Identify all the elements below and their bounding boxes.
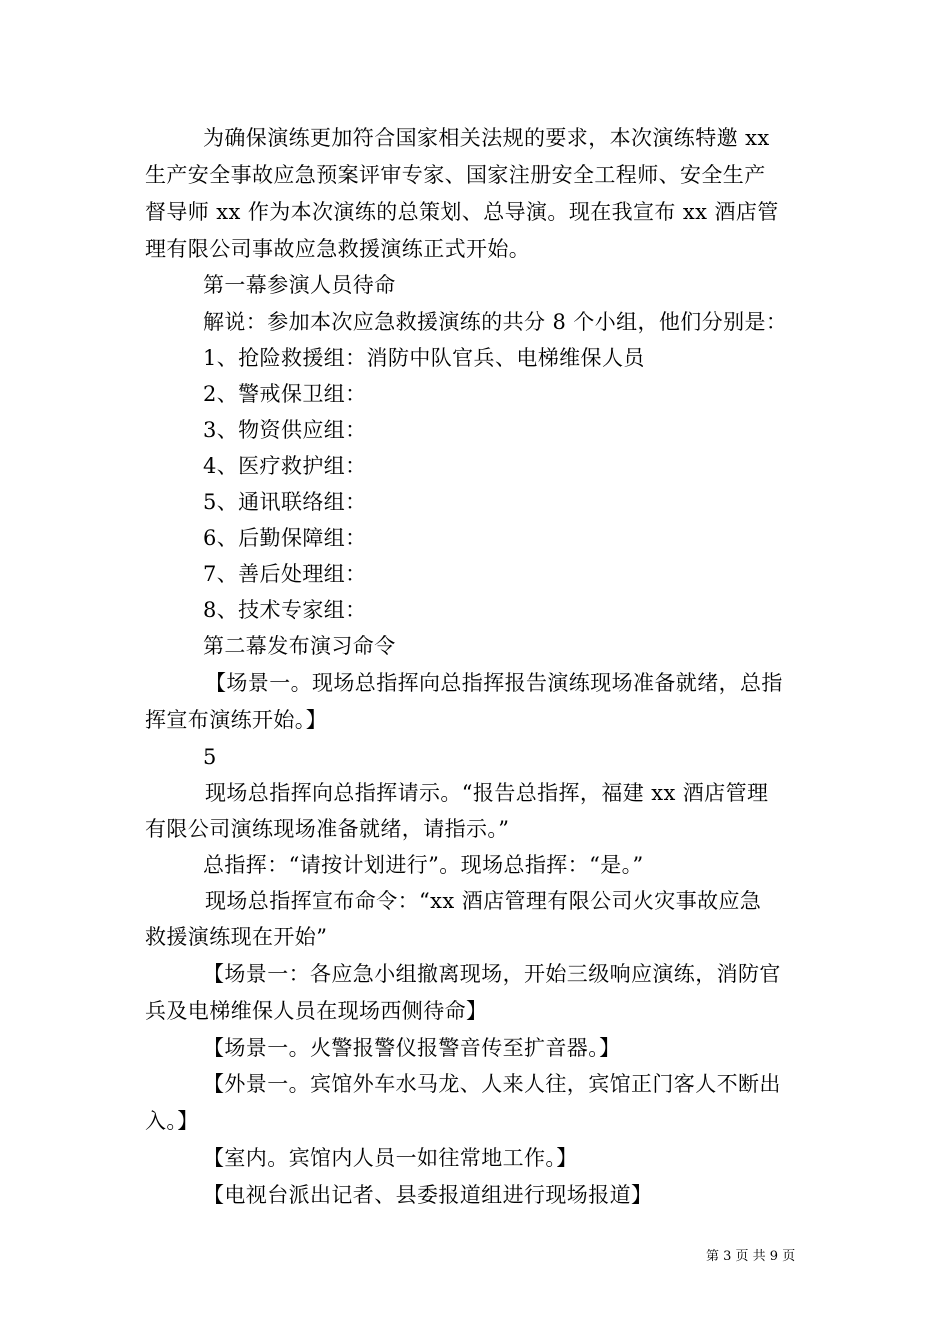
list-item: 6、后勤保障组：	[203, 526, 367, 550]
paragraph-line: 为确保演练更加符合国家相关法规的要求，本次演练特邀 xx	[203, 126, 770, 150]
paragraph-line: 解说：参加本次应急救援演练的共分 8 个小组，他们分别是：	[203, 310, 788, 334]
paragraph-line: 现场总指挥向总指挥请示。“报告总指挥，福建 xx 酒店管理	[205, 781, 769, 805]
paragraph-line: 有限公司演练现场准备就绪，请指示。”	[145, 817, 510, 841]
paragraph-line: 总指挥：“请按计划进行”。现场总指挥：“是。”	[203, 853, 644, 877]
section-heading: 第一幕参演人员待命	[203, 273, 396, 297]
paragraph-line: 督导师 xx 作为本次演练的总策划、总导演。现在我宣布 xx 酒店管	[145, 200, 779, 224]
paragraph-line: 理有限公司事故应急救援演练正式开始。	[145, 237, 531, 261]
stage-direction: 入。】	[145, 1109, 199, 1133]
stage-direction: 【场景一。现场总指挥向总指挥报告演练现场准备就绪，总指	[205, 671, 783, 695]
paragraph-line: 救援演练现在开始”	[145, 925, 328, 949]
stage-direction: 【外景一。宾馆外车水马龙、人来人往，宾馆正门客人不断出	[203, 1072, 781, 1096]
list-item: 7、善后处理组：	[203, 562, 367, 586]
list-item: 8、技术专家组：	[203, 598, 367, 622]
paragraph-line: 现场总指挥宣布命令：“xx 酒店管理有限公司火灾事故应急	[205, 889, 762, 913]
stage-direction: 【电视台派出记者、县委报道组进行现场报道】	[203, 1183, 653, 1207]
paragraph-line: 生产安全事故应急预案评审专家、国家注册安全工程师、安全生产	[145, 163, 766, 187]
list-item: 2、警戒保卫组：	[203, 382, 367, 406]
stage-direction: 【场景一：各应急小组撤离现场，开始三级响应演练，消防官	[203, 962, 781, 986]
list-item: 5、通讯联络组：	[203, 490, 367, 514]
list-item: 3、物资供应组：	[203, 418, 367, 442]
section-heading: 第二幕发布演习命令	[203, 634, 396, 658]
list-item: 4、医疗救护组：	[203, 454, 367, 478]
paragraph-line: 5	[203, 745, 217, 769]
stage-direction: 【室内。宾馆内人员一如往常地工作。】	[203, 1146, 578, 1170]
stage-direction: 挥宣布演练开始。】	[145, 708, 328, 732]
stage-direction: 兵及电梯维保人员在现场西侧待命】	[145, 999, 488, 1023]
page-number-footer: 第 3 页 共 9 页	[706, 1249, 796, 1264]
list-item: 1、抢险救援组：消防中队官兵、电梯维保人员	[203, 346, 645, 370]
stage-direction: 【场景一。火警报警仪报警音传至扩音器。】	[203, 1036, 621, 1060]
